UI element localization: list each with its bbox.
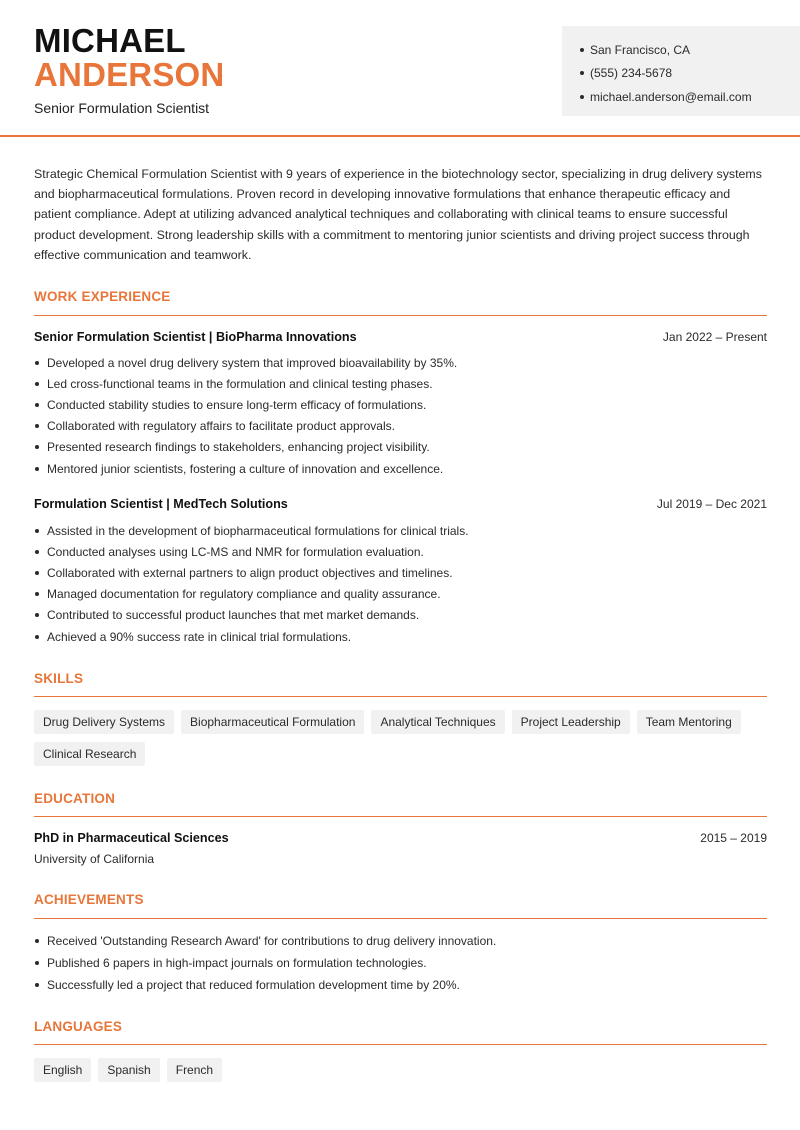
- bullet-text: Contributed to successful product launches that met market demands.: [47, 608, 420, 623]
- bullet-icon: [35, 424, 39, 428]
- list-item: [34, 952, 767, 974]
- job-dates: Jan 2022 – Present: [662, 330, 767, 344]
- bullet-text: Presented research findings to stakeholders, enhancing project visibility.: [47, 440, 430, 455]
- list-item: [34, 605, 767, 626]
- section-heading-achievements: ACHIEVEMENTS: [34, 892, 144, 907]
- bullet-text: Collaborated with regulatory affairs to facilitate product approvals.: [47, 419, 395, 434]
- bullet-text: Led cross-functional teams in the formulation and clinical testing phases.: [47, 376, 433, 391]
- bullet-text: Developed a novel drug delivery system that improved bioavailability by 35%.: [47, 355, 458, 370]
- last-name: ANDERSON: [34, 56, 225, 93]
- bullet-icon: [580, 71, 584, 75]
- section-heading-education: EDUCATION: [34, 791, 116, 806]
- bullet-text: Received 'Outstanding Research Award' for contributions to drug delivery innovation.: [47, 934, 497, 948]
- bullet-icon: [35, 403, 39, 407]
- section-divider: [34, 315, 767, 316]
- language-chip: Spanish: [98, 1058, 159, 1082]
- bullet-icon: [35, 550, 39, 554]
- bullet-icon: [35, 983, 39, 987]
- degree: PhD in Pharmaceutical Sciences: [34, 831, 229, 845]
- contact-email: [580, 85, 800, 109]
- bullet-text: Collaborated with external partners to align product objectives and timelines.: [47, 565, 453, 580]
- location-text: San Francisco, CA: [590, 42, 691, 57]
- bullet-text: Conducted stability studies to ensure long-term efficacy of formulations.: [47, 397, 427, 412]
- section-divider: [34, 696, 767, 697]
- achievements-list: [34, 930, 767, 996]
- list-item: [34, 458, 767, 479]
- skill-chip: Clinical Research: [34, 742, 145, 766]
- contact-phone: [580, 62, 800, 86]
- job-header: [34, 497, 767, 511]
- list-item: [34, 930, 767, 952]
- list-item: [34, 974, 767, 996]
- phone-text[interactable]: (555) 234-5678: [590, 66, 673, 81]
- bullet-text: Achieved a 90% success rate in clinical trial formulations.: [47, 629, 352, 644]
- job-dates: Jul 2019 – Dec 2021: [656, 497, 767, 511]
- list-item: [34, 373, 767, 394]
- bullet-icon: [35, 467, 39, 471]
- job-bullets: [34, 352, 767, 479]
- bullet-icon: [580, 48, 584, 52]
- section-divider: [34, 1044, 767, 1045]
- bullet-icon: [35, 361, 39, 365]
- education-dates: 2015 – 2019: [700, 831, 767, 845]
- first-name: MICHAEL: [34, 22, 186, 59]
- skill-chip: Team Mentoring: [637, 710, 741, 734]
- contact-location: [580, 38, 800, 62]
- skill-chip: Analytical Techniques: [371, 710, 504, 734]
- bullet-icon: [35, 529, 39, 533]
- section-divider: [34, 816, 767, 817]
- section-heading-languages: LANGUAGES: [34, 1019, 123, 1034]
- bullet-text: Conducted analyses using LC-MS and NMR for formulation evaluation.: [47, 544, 424, 559]
- education-header: [34, 831, 767, 845]
- bullet-icon: [35, 382, 39, 386]
- bullet-icon: [35, 592, 39, 596]
- job-role: Formulation Scientist | MedTech Solutions: [34, 497, 288, 511]
- bullet-icon: [35, 961, 39, 965]
- bullet-icon: [35, 613, 39, 617]
- bullet-text: Successfully led a project that reduced formulation development time by 20%.: [47, 978, 460, 992]
- language-chip: French: [167, 1058, 222, 1082]
- list-item: [34, 394, 767, 415]
- list-item: [34, 416, 767, 437]
- job-role: Senior Formulation Scientist | BioPharma Innovations: [34, 330, 357, 344]
- section-divider: [34, 918, 767, 919]
- languages-list: [34, 1058, 774, 1082]
- job-bullets: [34, 520, 767, 647]
- skill-chip: Drug Delivery Systems: [34, 710, 174, 734]
- list-item: [34, 562, 767, 583]
- bullet-icon: [35, 445, 39, 449]
- list-item: [34, 352, 767, 373]
- summary-paragraph: Strategic Chemical Formulation Scientist with 9 years of experience in the biotechnology sector, specializing in drug delivery systems and biopharmaceutical formulations. Proven record in developing innovative formulations that enhance therapeutic efficacy and patient compliance. Adept at utilizing advanced analytical techniques and collaborating with clinical teams to ensure successful product development. Strong leadership skills with a commitment to mentoring junior scientists and driving project success through effective communication and teamwork.: [34, 167, 762, 262]
- bullet-icon: [35, 635, 39, 639]
- section-heading-skills: SKILLS: [34, 671, 84, 686]
- email-link[interactable]: michael.anderson@email.com: [590, 89, 752, 104]
- language-chip: English: [34, 1058, 91, 1082]
- list-item: [34, 584, 767, 605]
- list-item: [34, 437, 767, 458]
- bullet-icon: [35, 571, 39, 575]
- bullet-text: Published 6 papers in high-impact journals on formulation technologies.: [47, 956, 427, 970]
- list-item: [34, 541, 767, 562]
- bullet-icon: [580, 95, 584, 99]
- skill-chip: Project Leadership: [512, 710, 630, 734]
- school-name: University of California: [34, 852, 155, 866]
- list-item: [34, 626, 767, 647]
- section-heading-work: WORK EXPERIENCE: [34, 289, 171, 304]
- bullet-text: Assisted in the development of biopharmaceutical formulations for clinical trials.: [47, 523, 469, 538]
- bullet-text: Mentored junior scientists, fostering a culture of innovation and excellence.: [47, 461, 444, 476]
- resume-header: [0, 0, 800, 137]
- job-title: Senior Formulation Scientist: [34, 100, 210, 116]
- job-header: [34, 330, 767, 344]
- bullet-text: Managed documentation for regulatory compliance and quality assurance.: [47, 587, 441, 602]
- contact-box: [562, 26, 800, 116]
- skills-list: [34, 710, 774, 766]
- list-item: [34, 520, 767, 541]
- skill-chip: Biopharmaceutical Formulation: [181, 710, 364, 734]
- bullet-icon: [35, 939, 39, 943]
